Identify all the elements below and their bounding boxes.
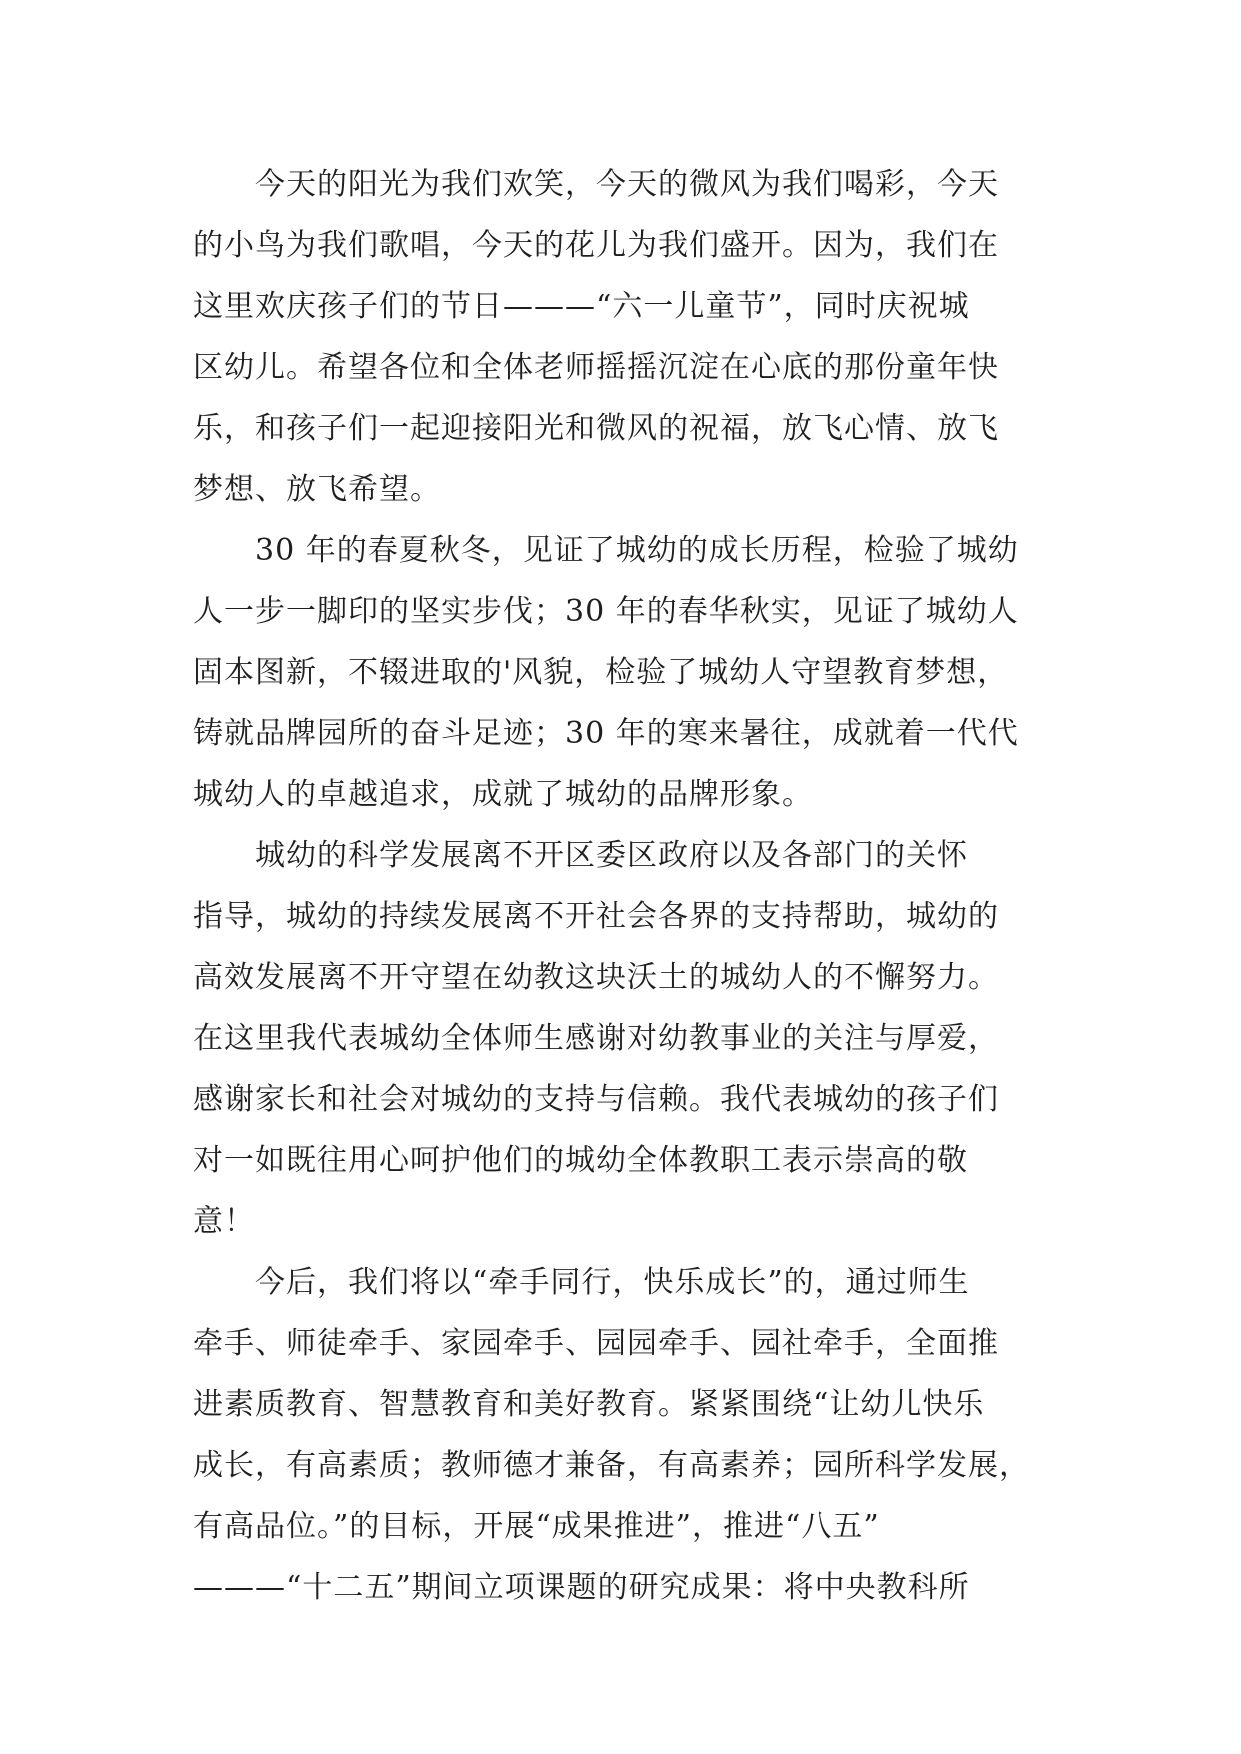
text-line: 固本图新，不辍进取的'风貌，检验了城幼人守望教育梦想，: [193, 655, 1009, 690]
text-line: 进素质教育、智慧教育和美好教育。紧紧围绕“让幼儿快乐: [193, 1387, 985, 1422]
text-line: 有高品位。”的目标，开展“成果推进”，推进“八五”: [193, 1509, 880, 1544]
text-line: 今天的阳光为我们欢笑，今天的微风为我们喝彩，今天: [255, 167, 999, 202]
paragraph-3: [193, 825, 1071, 1252]
text-line: 城幼的科学发展离不开区委区政府以及各部门的关怀: [255, 838, 968, 873]
text-line: 成长，有高素质；教师德才兼备，有高素养；园所科学发展，: [193, 1448, 1030, 1483]
text-line: 在这里我代表城幼全体师生感谢对幼教事业的关注与厚爱，: [193, 1021, 999, 1056]
text-line: 乐，和孩子们一起迎接阳光和微风的祝福，放飞心情、放飞: [193, 411, 999, 446]
text-line: ———“十二五”期间立项课题的研究成果：将中央教科所: [193, 1570, 970, 1605]
text-line: 今后，我们将以“牵手同行，快乐成长”的，通过师生: [255, 1265, 970, 1300]
text-line: 30 年的春夏秋冬，见证了城幼的成长历程，检验了城幼: [255, 533, 1019, 568]
text-line: 感谢家长和社会对城幼的支持与信赖。我代表城幼的孩子们: [193, 1082, 999, 1117]
text-line: 人一步一脚印的坚实步伐；30 年的春华秋实，见证了城幼人: [193, 594, 1019, 629]
text-line: 的小鸟为我们歌唱，今天的花儿为我们盛开。因为，我们在: [193, 228, 999, 263]
text-line: 意！: [193, 1204, 255, 1239]
paragraph-1: [193, 154, 1071, 520]
paragraph-2: [193, 520, 1071, 825]
text-line: 铸就品牌园所的奋斗足迹；30 年的寒来暑往，成就着一代代: [193, 716, 1019, 751]
paragraph-4: [193, 1252, 1071, 1618]
text-line: 城幼人的卓越追求，成就了城幼的品牌形象。: [193, 777, 813, 812]
text-line: 高效发展离不开守望在幼教这块沃土的城幼人的不懈努力。: [193, 960, 999, 995]
text-line: 牵手、师徒牵手、家园牵手、园园牵手、园社牵手，全面推: [193, 1326, 999, 1361]
document-body: [193, 154, 1071, 1618]
text-line: 这里欢庆孩子们的节日———“六一儿童节”，同时庆祝城: [193, 289, 970, 324]
text-line: 梦想、放飞希望。: [193, 472, 441, 507]
text-line: 区幼儿。希望各位和全体老师摇摇沉淀在心底的那份童年快: [193, 350, 999, 385]
text-line: 指导，城幼的持续发展离不开社会各界的支持帮助，城幼的: [193, 899, 999, 934]
text-line: 对一如既往用心呵护他们的城幼全体教职工表示崇高的敬: [193, 1143, 968, 1178]
